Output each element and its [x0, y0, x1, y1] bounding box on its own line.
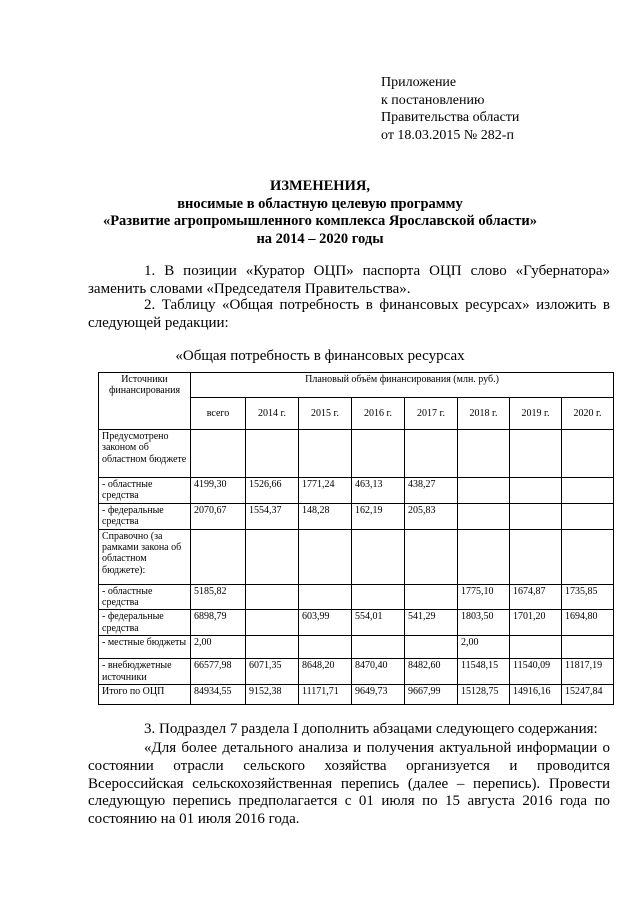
- table-cell: 11817,19: [562, 659, 614, 685]
- paragraph-1: 1. В позиции «Куратор ОЦП» паспорта ОЦП слово «Губернатора» заменить словами «Председателя Правительства».: [88, 263, 610, 297]
- annex-line: Приложение: [381, 75, 457, 90]
- table-cell: [299, 529, 352, 584]
- row-label: - областные средства: [99, 478, 191, 504]
- table-cell: [562, 478, 614, 504]
- table-cell: 11540,09: [510, 659, 562, 685]
- table-cell: 4199,30: [191, 478, 246, 504]
- table-cell: 1674,87: [510, 584, 562, 610]
- table-cell: [246, 430, 299, 478]
- annex-date-line: от 18.03.2015 № 282-п: [381, 127, 514, 143]
- table-cell: [352, 636, 405, 659]
- table-cell: [191, 430, 246, 478]
- row-label: - областные средства: [99, 584, 191, 610]
- table-cell: [299, 430, 352, 478]
- table-cell: [299, 636, 352, 659]
- table-cell: 554,01: [352, 610, 405, 636]
- paragraph-3: 3. Подраздел 7 раздела I дополнить абзацами следующего содержания:: [144, 721, 598, 737]
- table-cell: [510, 478, 562, 504]
- row-label: - внебюджетные источники: [99, 659, 191, 685]
- table-cell: 15247,84: [562, 685, 614, 705]
- annex-line: Правительства области: [381, 110, 520, 126]
- row-label: Итого по ОЦП: [99, 685, 191, 705]
- table-cell: [246, 529, 299, 584]
- paragraph-4: «Для более детального анализа и получения актуальной информации о состоянии отрасли сельского хозяйства организуется и проводится Всероссийская сельскохозяйственная перепись (далее – перепись). Провести следующую перепись предполагается с 01 июля по 15 августа 2016 года по состоянию на 01 июля 2016 года.: [88, 740, 610, 828]
- table-cell: [405, 529, 458, 584]
- column-header: всего: [191, 398, 246, 430]
- table-row: [99, 430, 614, 478]
- table-cell: 1694,80: [562, 610, 614, 636]
- column-header: 2014 г.: [246, 398, 299, 430]
- table-cell: [352, 430, 405, 478]
- column-header: 2019 г.: [510, 398, 562, 430]
- table-row: [99, 584, 614, 610]
- header-plan: Плановый объём финансирования (млн. руб.): [191, 373, 614, 398]
- table-cell: 9649,73: [352, 685, 405, 705]
- paragraph-2: 2. Таблицу «Общая потребность в финансовых ресурсах» изложить в следующей редакции:: [88, 297, 610, 331]
- column-header: 2017 г.: [405, 398, 458, 430]
- table-cell: [299, 584, 352, 610]
- table-cell: 162,19: [352, 503, 405, 529]
- annex-line: к постановлению: [381, 92, 485, 108]
- table-row: [99, 636, 614, 659]
- title-line: ИЗМЕНЕНИЯ,: [270, 178, 370, 194]
- table-cell: [405, 584, 458, 610]
- table-cell: [352, 584, 405, 610]
- table-cell: 148,28: [299, 503, 352, 529]
- table-cell: [458, 430, 510, 478]
- table-cell: 541,29: [405, 610, 458, 636]
- table-cell: 1771,24: [299, 478, 352, 504]
- table-cell: [246, 610, 299, 636]
- table-caption: «Общая потребность в финансовых ресурсах: [175, 348, 465, 364]
- table-cell: 2070,67: [191, 503, 246, 529]
- table-cell: [405, 430, 458, 478]
- table-cell: [191, 529, 246, 584]
- table-cell: [510, 529, 562, 584]
- table-cell: [458, 503, 510, 529]
- table-cell: 8648,20: [299, 659, 352, 685]
- column-header: 2016 г.: [352, 398, 405, 430]
- header-source: Источники финансирования: [99, 373, 191, 430]
- table-cell: 15128,75: [458, 685, 510, 705]
- row-label: Справочно (за рамками закона об областном бюджете):: [99, 529, 191, 584]
- table-row: [99, 685, 614, 705]
- table-cell: 8470,40: [352, 659, 405, 685]
- row-label: - федеральные средства: [99, 610, 191, 636]
- row-label: - местные бюджеты: [99, 636, 191, 659]
- table-cell: 11171,71: [299, 685, 352, 705]
- table-cell: 1554,37: [246, 503, 299, 529]
- table-cell: 463,13: [352, 478, 405, 504]
- table-cell: 1775,10: [458, 584, 510, 610]
- table-cell: [352, 529, 405, 584]
- table-cell: 1526,66: [246, 478, 299, 504]
- financing-table: [98, 372, 614, 705]
- table-cell: [510, 636, 562, 659]
- table-cell: 1803,50: [458, 610, 510, 636]
- table-cell: [562, 503, 614, 529]
- table-cell: 84934,55: [191, 685, 246, 705]
- table-cell: [562, 529, 614, 584]
- column-header: 2020 г.: [562, 398, 614, 430]
- annex-block: [381, 74, 519, 144]
- table-cell: 6898,79: [191, 610, 246, 636]
- table-cell: [510, 503, 562, 529]
- table-cell: [458, 478, 510, 504]
- table-cell: [562, 636, 614, 659]
- table-cell: 5185,82: [191, 584, 246, 610]
- table-cell: 11548,15: [458, 659, 510, 685]
- table-cell: 1701,20: [510, 610, 562, 636]
- row-label: Предусмотрено законом об областном бюджете: [99, 430, 191, 478]
- document-title: [0, 178, 640, 248]
- column-header: 2018 г.: [458, 398, 510, 430]
- column-header: 2015 г.: [299, 398, 352, 430]
- table-cell: [510, 430, 562, 478]
- table-cell: [458, 529, 510, 584]
- table-cell: 6071,35: [246, 659, 299, 685]
- table-cell: [562, 430, 614, 478]
- table-cell: 205,83: [405, 503, 458, 529]
- table-row: [99, 659, 614, 685]
- title-line: вносимые в областную целевую программу: [177, 195, 463, 212]
- table-cell: 66577,98: [191, 659, 246, 685]
- table-cell: 9667,99: [405, 685, 458, 705]
- table-row: [99, 610, 614, 636]
- table-cell: 1735,85: [562, 584, 614, 610]
- table-cell: 14916,16: [510, 685, 562, 705]
- row-label: - федеральные средства: [99, 503, 191, 529]
- title-line: на 2014 – 2020 годы: [256, 230, 384, 247]
- table-cell: 603,99: [299, 610, 352, 636]
- table-row: [99, 529, 614, 584]
- table-cell: 2,00: [458, 636, 510, 659]
- table-cell: [246, 584, 299, 610]
- table-row: [99, 478, 614, 504]
- table-cell: 9152,38: [246, 685, 299, 705]
- table-cell: 8482,60: [405, 659, 458, 685]
- table-cell: 438,27: [405, 478, 458, 504]
- table-cell: 2,00: [191, 636, 246, 659]
- table-cell: [246, 636, 299, 659]
- table-row: [99, 503, 614, 529]
- table-cell: [405, 636, 458, 659]
- title-line: «Развитие агропромышленного комплекса Ярославской области»: [102, 213, 538, 230]
